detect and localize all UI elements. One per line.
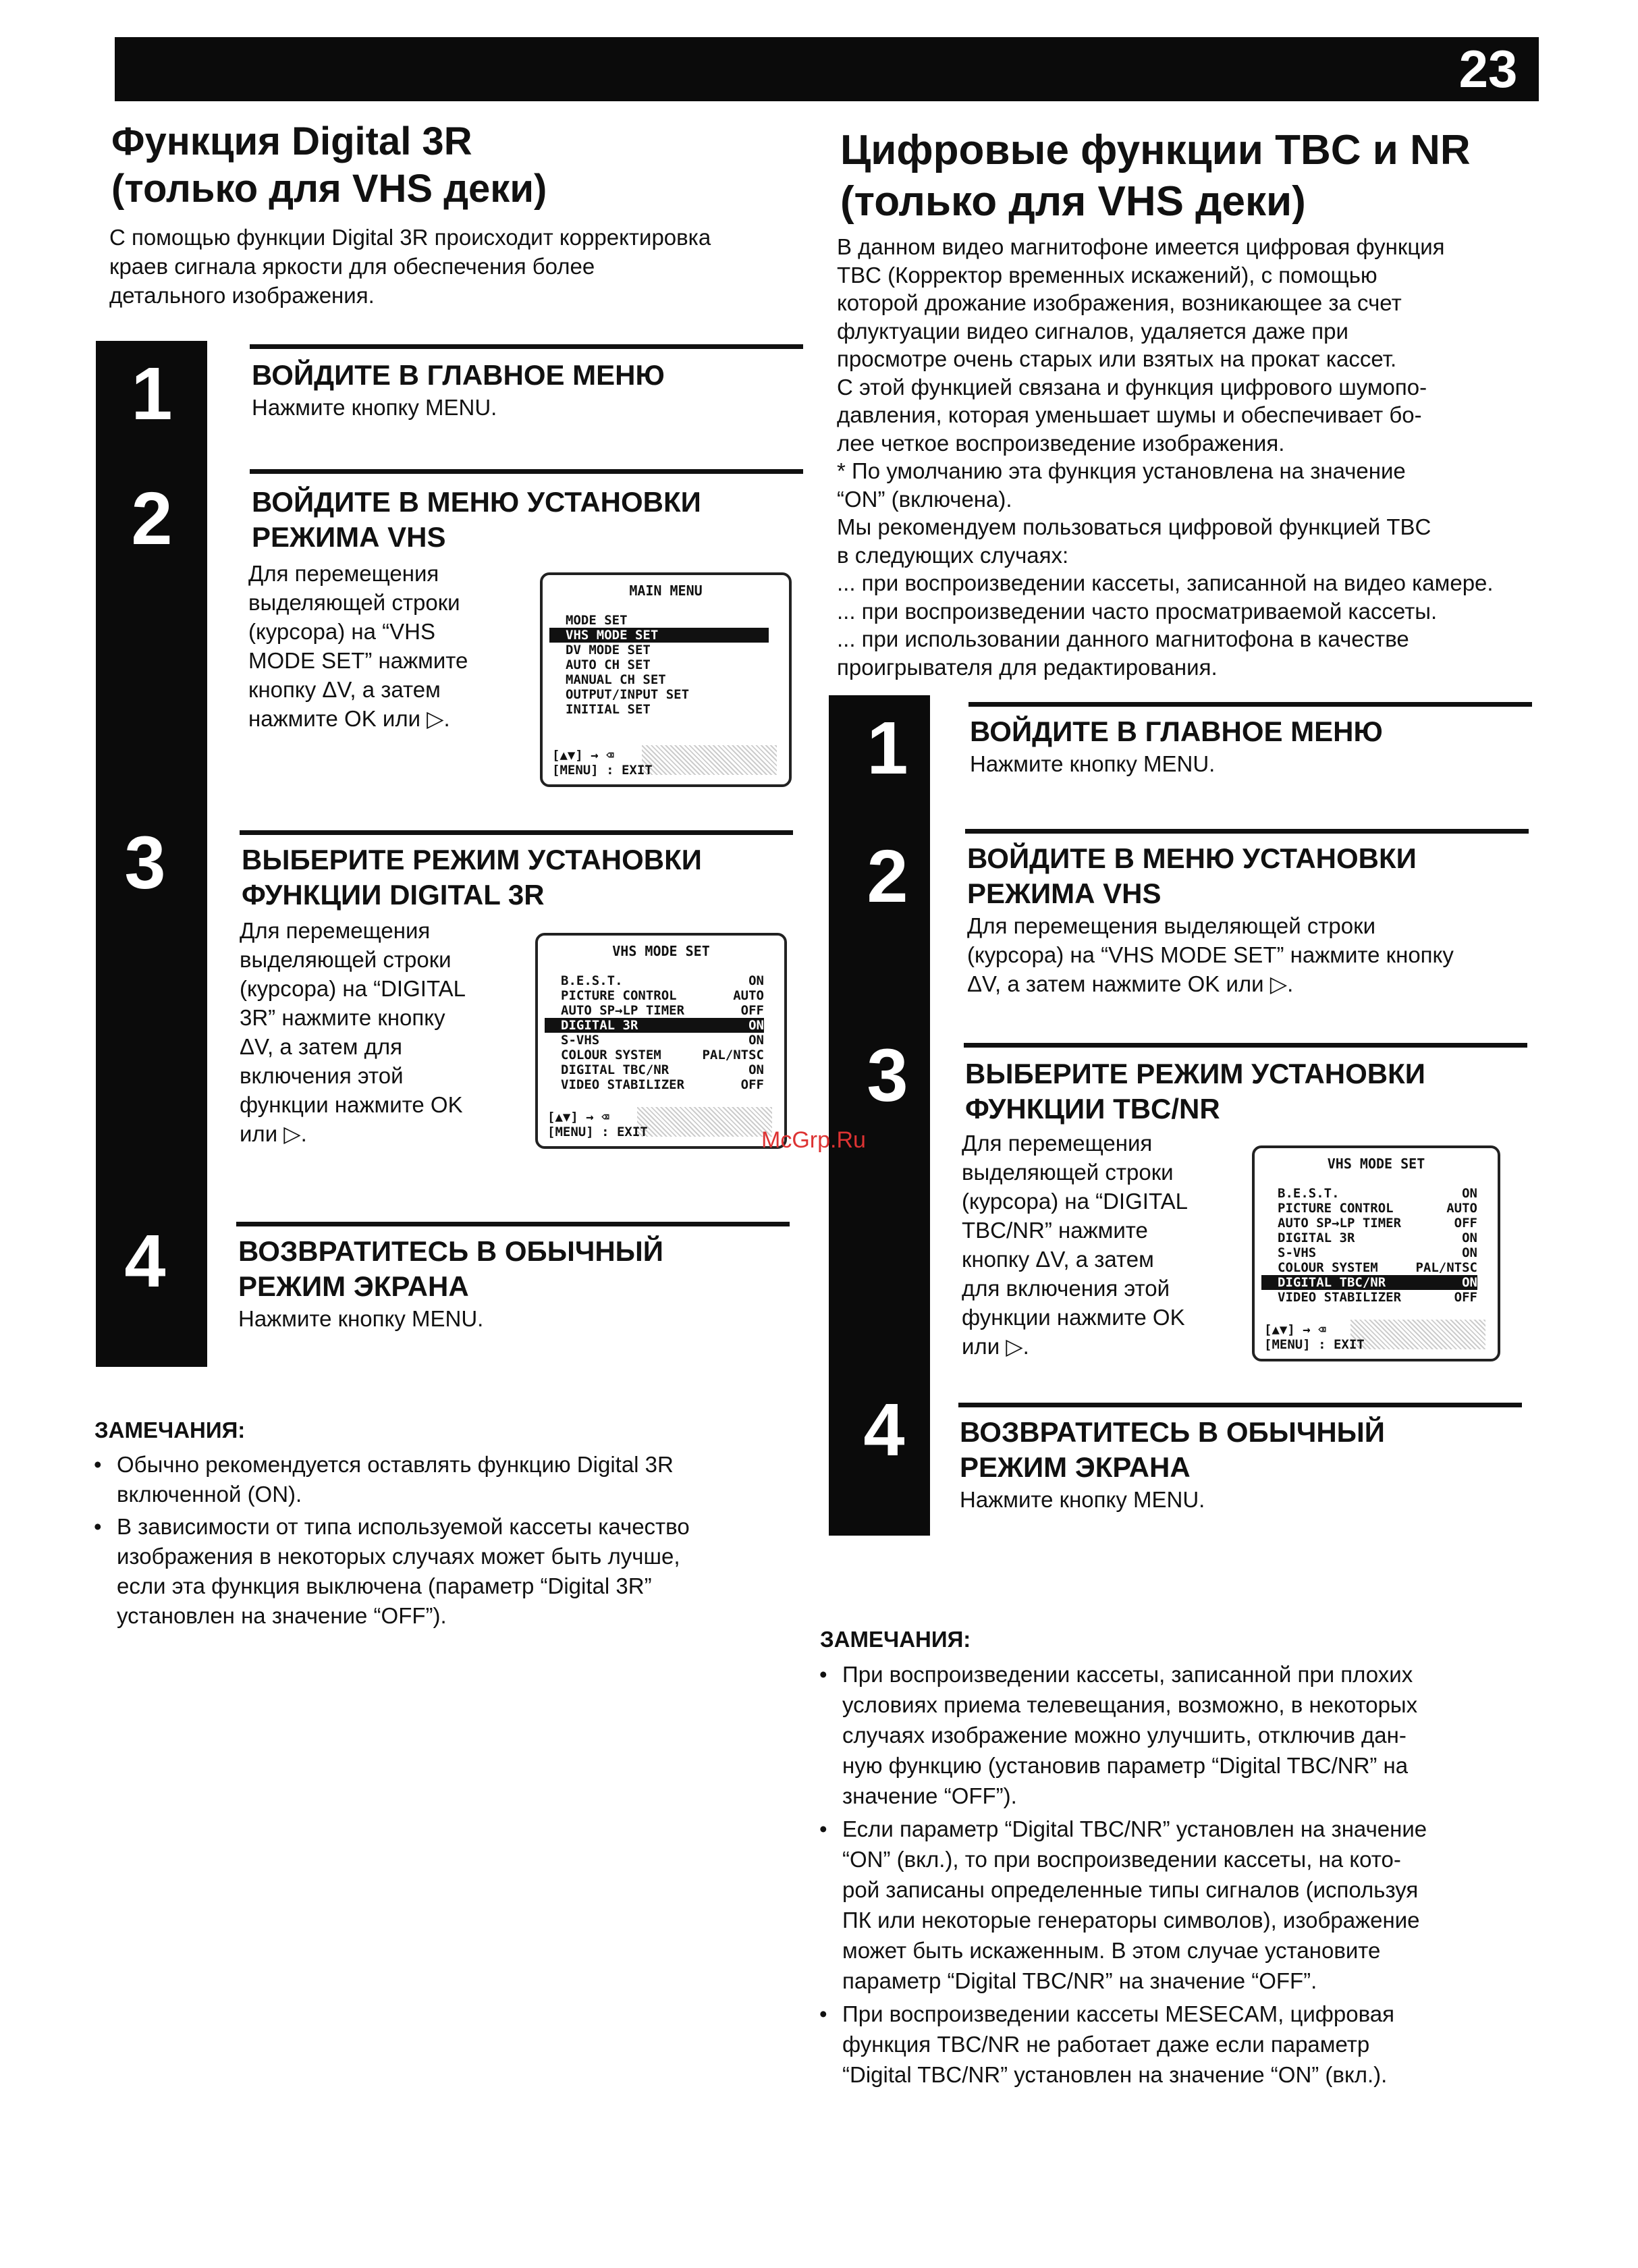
left-intro-line: краев сигнала яркости для обеспечения более	[109, 254, 595, 279]
watermark-text: McGrp.Ru	[761, 1127, 866, 1153]
step-rule	[965, 829, 1529, 834]
menu-row-label: PICTURE CONTROL	[561, 988, 677, 1003]
step-title: ВОЗВРАТИТЕСЬ В ОБЫЧНЫЙ	[960, 1416, 1385, 1448]
left-title	[111, 118, 827, 213]
step-title: ВОЙДИТЕ В ГЛАВНОЕ МЕНЮ	[252, 359, 665, 391]
menu-row-value: OFF	[740, 1077, 764, 1092]
note-line: • В зависимости от типа используемой кассеты качество	[117, 1514, 690, 1539]
step-text-line: выделяющей строки	[248, 590, 460, 615]
note-line: “Digital TBC/NR” установлен на значение “ON” (вкл.).	[842, 2062, 1388, 2087]
menu-row	[543, 643, 789, 657]
right-step-number: 4	[863, 1388, 905, 1472]
right-intro-line: ... при воспроизведении часто просматриваемой кассеты.	[837, 598, 1438, 624]
step-title: ВОЙДИТЕ В ГЛАВНОЕ МЕНЮ	[970, 716, 1383, 747]
left-notes	[91, 1450, 820, 1634]
left-step-number: 2	[131, 477, 173, 560]
menu-row-label: AUTO CH SET	[566, 657, 651, 672]
step-text-line: или ▷.	[962, 1334, 1029, 1359]
note-line: • Если параметр “Digital TBC/NR” установлен на значение	[842, 1816, 1427, 1841]
menu-row-value: ON	[1462, 1186, 1477, 1201]
note-line: включенной (ON).	[117, 1482, 302, 1507]
right-intro-line: “ON” (включена).	[837, 486, 1012, 512]
note-line: • При воспроизведении кассеты MESECAM, цифровая	[842, 2001, 1395, 2026]
screen-footer	[552, 748, 653, 778]
note-line: ПК или некоторые генераторы символов), изображение	[842, 1908, 1420, 1933]
footer-line: [▲▼] → ⌫	[547, 1110, 609, 1125]
step-text: (курсора) на “VHS MODE SET” нажмите кнопку	[967, 942, 1454, 967]
step-title: ВОЙДИТЕ В МЕНЮ УСТАНОВКИ	[967, 842, 1417, 874]
menu-row-value: ON	[748, 1062, 764, 1077]
menu-row-label: COLOUR SYSTEM	[561, 1048, 661, 1062]
menu-row-label: B.E.S.T.	[561, 973, 623, 988]
right-step-number: 2	[867, 835, 908, 918]
right-intro-line: просмотре очень старых или взятых на прокат кассет.	[837, 346, 1397, 371]
menu-row-label: DV MODE SET	[566, 643, 651, 657]
left-step-2	[252, 485, 805, 555]
step-text-line: или ▷.	[240, 1121, 307, 1146]
menu-row-label: VHS MODE SET	[566, 628, 659, 643]
menu-row	[538, 1077, 784, 1092]
left-intro-line: С помощью функции Digital 3R происходит корректировка	[109, 225, 711, 250]
menu-row	[543, 657, 789, 672]
menu-row	[1261, 1275, 1477, 1290]
step-text: Нажмите кнопку MENU.	[252, 395, 497, 420]
step-text-line: выделяющей строки	[962, 1160, 1174, 1185]
left-title-line2: (только для VHS деки)	[111, 167, 547, 211]
right-intro-line: лее четкое воспроизведение изображения.	[837, 430, 1285, 456]
menu-row-label: AUTO SP→LP TIMER	[1278, 1216, 1402, 1231]
footer-line: [▲▼] → ⌫	[552, 748, 614, 763]
menu-row	[1255, 1260, 1498, 1275]
left-step-number: 1	[131, 352, 173, 435]
right-title-line1: Цифровые функции TBC и NR	[840, 127, 1471, 173]
menu-row	[538, 973, 784, 988]
menu-row-value: ON	[1462, 1245, 1477, 1260]
step-text: Для перемещения выделяющей строки	[967, 913, 1376, 938]
left-step-3	[242, 842, 795, 913]
note-item	[91, 1450, 820, 1509]
main-menu-screen	[540, 572, 792, 787]
menu-row	[538, 1003, 784, 1018]
note-line: рой записаны определенные типы сигналов (используя	[842, 1877, 1419, 1902]
menu-row-value: ON	[1462, 1231, 1477, 1245]
note-line: условиях приема телевещания, возможно, в некоторых	[842, 1692, 1418, 1717]
right-intro	[837, 233, 1566, 681]
step-title: ВЫБЕРИТЕ РЕЖИМ УСТАНОВКИ	[965, 1058, 1425, 1089]
step-rule	[968, 702, 1532, 707]
note-line: если эта функция выключена (параметр “Digital 3R”	[117, 1573, 652, 1598]
right-step-3-text	[962, 1129, 1245, 1361]
step-text-line: Для перемещения	[248, 561, 439, 586]
step-text-line: Для перемещения	[240, 918, 431, 943]
left-step-number: 3	[124, 821, 166, 905]
right-intro-line: ... при воспроизведении кассеты, записанной на видео камере.	[837, 570, 1494, 595]
step-text-line: нажмите OK или ▷.	[248, 706, 450, 731]
menu-row	[1255, 1290, 1498, 1305]
note-line: случаях изображение можно улучшить, отключив дан-	[842, 1723, 1407, 1748]
step-rule	[250, 469, 803, 474]
menu-row	[545, 1018, 764, 1033]
step-text-line: ΔV, а затем для	[240, 1034, 402, 1059]
page-number: 23	[1458, 39, 1518, 99]
menu-row-label: MANUAL CH SET	[566, 672, 666, 687]
left-intro-line: детального изображения.	[109, 283, 375, 308]
header-bar	[115, 37, 1539, 101]
left-title-line1: Функция Digital 3R	[111, 119, 472, 163]
menu-row-value: ON	[748, 1033, 764, 1048]
menu-row-label: INITIAL SET	[566, 702, 651, 717]
note-item	[91, 1512, 820, 1631]
footer-line: [MENU] : EXIT	[552, 763, 653, 778]
step-title: ВЫБЕРИТЕ РЕЖИМ УСТАНОВКИ	[242, 844, 702, 875]
right-step-4	[960, 1415, 1523, 1514]
step-text-line: кнопку ΔV, а затем	[248, 677, 441, 702]
step-text-line: 3R” нажмите кнопку	[240, 1005, 445, 1030]
screen-title: VHS MODE SET	[1327, 1156, 1425, 1172]
menu-row-label: DIGITAL TBC/NR	[561, 1062, 670, 1077]
step-title: РЕЖИМА VHS	[252, 521, 446, 553]
note-item	[817, 1659, 1552, 1811]
menu-row-value: AUTO	[1446, 1201, 1477, 1216]
menu-row	[1255, 1231, 1498, 1245]
menu-row-label: MODE SET	[566, 613, 628, 628]
menu-row-value: PAL/NTSC	[702, 1048, 764, 1062]
step-text-line: функции нажмите OK	[240, 1092, 463, 1117]
menu-row	[538, 1033, 784, 1048]
menu-row	[543, 702, 789, 717]
step-title: РЕЖИМ ЭКРАНА	[960, 1451, 1191, 1483]
menu-row-value: ON	[748, 973, 764, 988]
vhs-mode-set-screen-3r	[535, 933, 787, 1149]
left-step-2-text	[248, 559, 532, 733]
menu-row	[543, 613, 789, 628]
right-intro-line: * По умолчанию эта функция установлена на значение	[837, 458, 1406, 483]
right-notes	[817, 1659, 1552, 2092]
right-intro-line: С этой функцией связана и функция цифрового шумопо-	[837, 374, 1427, 400]
menu-row-label: DIGITAL 3R	[561, 1018, 638, 1033]
footer-line: [MENU] : EXIT	[547, 1125, 648, 1139]
right-step-1	[970, 714, 1533, 778]
menu-row	[543, 687, 789, 702]
menu-row-value: ON	[748, 1018, 764, 1033]
step-rule	[958, 1403, 1522, 1407]
note-line: “ON” (вкл.), то при воспроизведении кассеты, на кото-	[842, 1847, 1401, 1872]
right-title	[840, 125, 1583, 227]
step-title: РЕЖИМА VHS	[967, 878, 1162, 909]
step-rule	[240, 830, 793, 835]
menu-row-label: DIGITAL 3R	[1278, 1231, 1355, 1245]
menu-row-label: S-VHS	[561, 1033, 600, 1048]
right-intro-line: в следующих случаях:	[837, 542, 1069, 568]
step-text: Нажмите кнопку MENU.	[238, 1306, 484, 1331]
menu-row-value: PAL/NTSC	[1415, 1260, 1477, 1275]
right-step-number: 3	[867, 1034, 908, 1117]
note-line: установлен на значение “OFF”).	[117, 1603, 447, 1628]
menu-row-label: S-VHS	[1278, 1245, 1317, 1260]
note-line: значение “OFF”).	[842, 1783, 1017, 1808]
screen-title: MAIN MENU	[629, 583, 703, 599]
step-title: ВОЗВРАТИТЕСЬ В ОБЫЧНЫЙ	[238, 1235, 663, 1267]
left-notes-title: ЗАМЕЧАНИЯ:	[94, 1418, 246, 1442]
screen-pattern	[1350, 1320, 1485, 1349]
menu-row	[538, 1048, 784, 1062]
step-rule	[964, 1043, 1527, 1048]
note-line: ную функцию (установив параметр “Digital TBC/NR” на	[842, 1753, 1409, 1778]
step-title: РЕЖИМ ЭКРАНА	[238, 1270, 469, 1302]
right-title-line2: (только для VHS деки)	[840, 178, 1306, 225]
step-text-line: кнопку ΔV, а затем	[962, 1247, 1154, 1272]
step-text-line: функции нажмите OK	[962, 1305, 1185, 1330]
vhs-mode-set-screen-tbc	[1252, 1145, 1500, 1361]
menu-row	[549, 628, 769, 643]
step-text-line: Для перемещения	[962, 1131, 1153, 1156]
note-line: • Обычно рекомендуется оставлять функцию Digital 3R	[117, 1452, 674, 1477]
menu-row	[1255, 1245, 1498, 1260]
right-step-3	[965, 1056, 1529, 1127]
screen-footer	[1264, 1322, 1365, 1352]
screen-footer	[547, 1110, 648, 1139]
screen-title: VHS MODE SET	[612, 943, 710, 959]
right-intro-line: давления, которая уменьшает шумы и обеспечивает бо-	[837, 402, 1422, 427]
note-line: функция TBC/NR не работает даже если параметр	[842, 2032, 1370, 2057]
step-text-line: выделяющей строки	[240, 947, 452, 972]
screen-pattern	[642, 745, 777, 775]
menu-row	[538, 988, 784, 1003]
step-text-line: включения этой	[240, 1063, 404, 1088]
right-notes-title: ЗАМЕЧАНИЯ:	[820, 1627, 971, 1652]
left-step-3-text	[240, 916, 523, 1148]
step-text-line: MODE SET” нажмите	[248, 648, 468, 673]
menu-row-label: COLOUR SYSTEM	[1278, 1260, 1378, 1275]
screen-pattern	[637, 1107, 772, 1137]
step-title: ВОЙДИТЕ В МЕНЮ УСТАНОВКИ	[252, 486, 701, 518]
menu-row	[1255, 1186, 1498, 1201]
right-intro-line: которой дрожание изображения, возникающее за счет	[837, 290, 1402, 315]
menu-row-label: B.E.S.T.	[1278, 1186, 1340, 1201]
note-line: может быть искаженным. В этом случае установите	[842, 1938, 1381, 1963]
note-line: параметр “Digital TBC/NR” на значение “OFF”.	[842, 1968, 1317, 1993]
footer-line: [▲▼] → ⌫	[1264, 1322, 1326, 1337]
note-item	[817, 1999, 1552, 2090]
menu-row-label: VIDEO STABILIZER	[1278, 1290, 1402, 1305]
step-text-line: (курсора) на “DIGITAL	[240, 976, 466, 1001]
menu-row-label: PICTURE CONTROL	[1278, 1201, 1394, 1216]
note-line: изображения в некоторых случаях может быть лучше,	[117, 1544, 680, 1569]
menu-row-value: OFF	[1454, 1216, 1477, 1231]
step-text-line: TBC/NR” нажмите	[962, 1218, 1148, 1243]
left-intro	[109, 223, 825, 310]
footer-line: [MENU] : EXIT	[1264, 1337, 1365, 1352]
step-text-line: для включения этой	[962, 1276, 1170, 1301]
right-intro-line: ... при использовании данного магнитофона в качестве	[837, 626, 1409, 651]
menu-row-label: AUTO SP→LP TIMER	[561, 1003, 685, 1018]
left-step-4	[238, 1234, 792, 1333]
menu-row-label: OUTPUT/INPUT SET	[566, 687, 690, 702]
step-text-line: (курсора) на “VHS	[248, 619, 435, 644]
note-line: • При воспроизведении кассеты, записанной при плохих	[842, 1662, 1413, 1687]
menu-row-value: AUTO	[733, 988, 764, 1003]
right-step-number: 1	[867, 707, 908, 790]
menu-row-value: ON	[1462, 1275, 1477, 1290]
right-intro-line: флуктуации видео сигналов, удаляется даже при	[837, 318, 1348, 344]
menu-row	[538, 1062, 784, 1077]
left-step-1	[252, 358, 805, 422]
step-text: Нажмите кнопку MENU.	[970, 751, 1216, 776]
menu-row-label: DIGITAL TBC/NR	[1278, 1275, 1386, 1290]
left-step-number: 4	[124, 1220, 166, 1303]
step-text-line: (курсора) на “DIGITAL	[962, 1189, 1189, 1214]
right-intro-line: проигрывателя для редактирования.	[837, 654, 1218, 680]
menu-row-value: OFF	[740, 1003, 764, 1018]
step-text: ΔV, а затем нажмите OK или ▷.	[967, 971, 1294, 996]
menu-row-label: VIDEO STABILIZER	[561, 1077, 685, 1092]
menu-row-value: OFF	[1454, 1290, 1477, 1305]
right-intro-line: Мы рекомендуем пользоваться цифровой функцией TBC	[837, 514, 1431, 539]
menu-row	[1255, 1201, 1498, 1216]
step-rule	[236, 1222, 790, 1226]
step-rule	[250, 344, 803, 349]
note-item	[817, 1814, 1552, 1996]
step-title: ФУНКЦИИ TBC/NR	[965, 1093, 1220, 1125]
right-intro-line: TBC (Корректор временных искажений), с помощью	[837, 262, 1377, 288]
menu-row	[543, 672, 789, 687]
menu-row	[1255, 1216, 1498, 1231]
right-step-2	[967, 841, 1534, 998]
step-title: ФУНКЦИИ DIGITAL 3R	[242, 879, 545, 911]
right-intro-line: В данном видео магнитофоне имеется цифровая функция	[837, 234, 1445, 259]
step-text: Нажмите кнопку MENU.	[960, 1487, 1205, 1512]
